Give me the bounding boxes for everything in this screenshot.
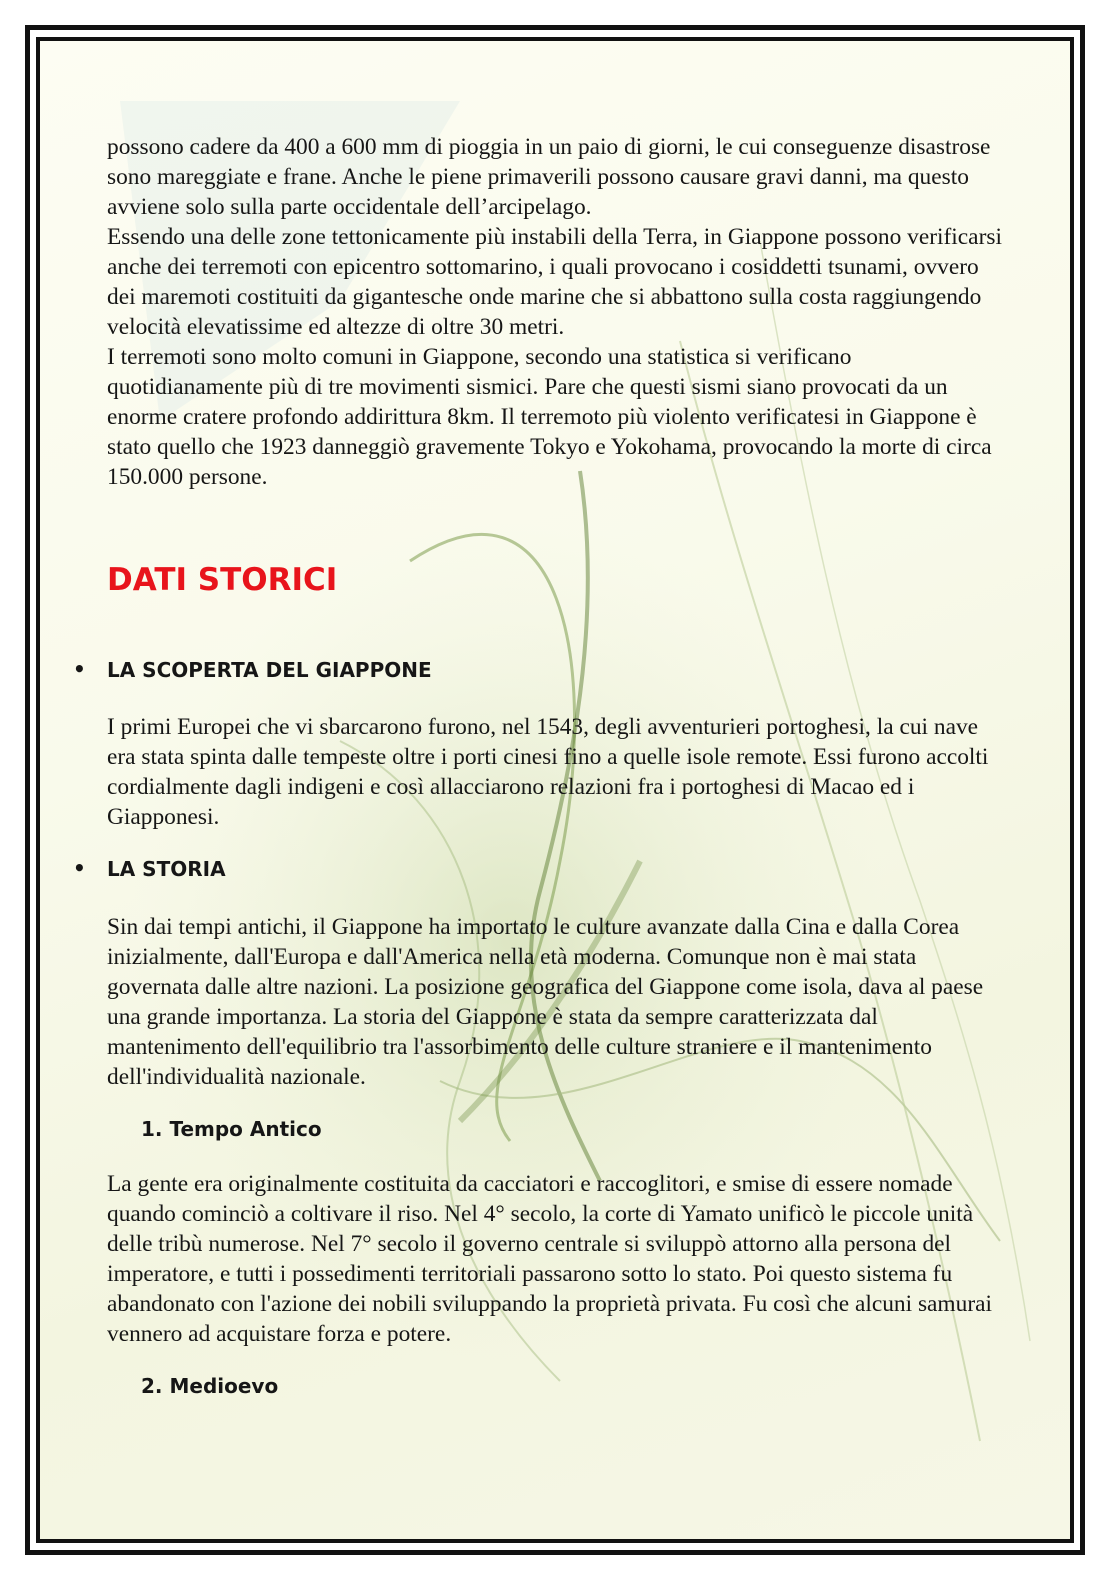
intro-paragraph: possono cadere da 400 a 600 mm di pioggia in un paio di giorni, le cui conseguenze disastrose sono mareggiate e frane. Anche le piene primaverili possono causare gravi danni, ma questo avviene solo sulla parte occidentale dell’arcipelago. (107, 134, 991, 220)
ancient-paragraph: La gente era originalmente costituita da cacciatori e raccoglitori, e smise di essere nomade quando cominciò a coltivare il riso. Nel 4° secolo, la corte di Yamato unificò le piccole unità delle tribù numerose. Nel 7° secolo il governo centrale si sviluppò attorno alla persona del imperatore, e tutti i possedimenti territoriali passarono sotto lo stato. Poi questo sistema fu abandonato con l'azione dei nobili sviluppando la proprietà privata. Fu così che alcuni samurai vennero ad acquistare forza e potere. (107, 1171, 992, 1347)
discovery-paragraph: I primi Europei che vi sbarcarono furono, nel 1543, degli avventurieri portoghesi, la cui nave era stata spinta dalle tempeste oltre i porti cinesi fino a quelle isole remote. Essi furono accolti cordialmente dagli indigeni e così allacciarono relazioni fra i portoghesi di Macao ed i Giapponesi. (107, 714, 989, 830)
discovery-heading-text: LA SCOPERTA DEL GIAPPONE (107, 658, 432, 682)
bullet-icon: • (73, 856, 86, 880)
history-heading (73, 856, 226, 881)
ancient-heading: 1. Tempo Antico (141, 1117, 322, 1141)
medieval-heading: 2. Medioevo (141, 1374, 279, 1398)
history-paragraph: Sin dai tempi antichi, il Giappone ha importato le culture avanzate dalla Cina e dalla Corea inizialmente, dall'Europa e dall'America nella età moderna. Comunque non è mai stata governata dalle altre nazioni. La posizione geografica del Giappone come isola, dava al paese una grande importanza. La storia del Giappone è stata da sempre caratterizzata dal mantenimento dell'equilibrio tra l'assorbimento delle culture straniere e il mantenimento dell'individualità nazionale. (107, 914, 984, 1090)
discovery-heading (73, 657, 432, 682)
tsunami-paragraph: Essendo una delle zone tettonicamente più instabili della Terra, in Giappone possono verificarsi anche dei terremoti con epicentro sottomarino, i quali provocano i cosiddetti tsunami, ovvero dei maremoti costituiti da gigantesche onde marine che si abbattono sulla costa raggiungendo velocità elevatissime ed altezze di oltre 30 metri. (107, 224, 1002, 340)
bullet-icon: • (73, 657, 86, 681)
section-title: DATI STORICI (107, 562, 338, 598)
history-heading-text: LA STORIA (107, 857, 226, 881)
earthquake-paragraph: I terremoti sono molto comuni in Giappone, secondo una statistica si verificano quotidianamente più di tre movimenti sismici. Pare che questi sismi siano provocati da un enorme cratere profondo addirittura 8km. Il terremoto più violento verificatesi in Giappone è stato quello che 1923 danneggiò gravemente Tokyo e Yokohama, provocando la morte di circa 150.000 persone. (107, 344, 992, 490)
